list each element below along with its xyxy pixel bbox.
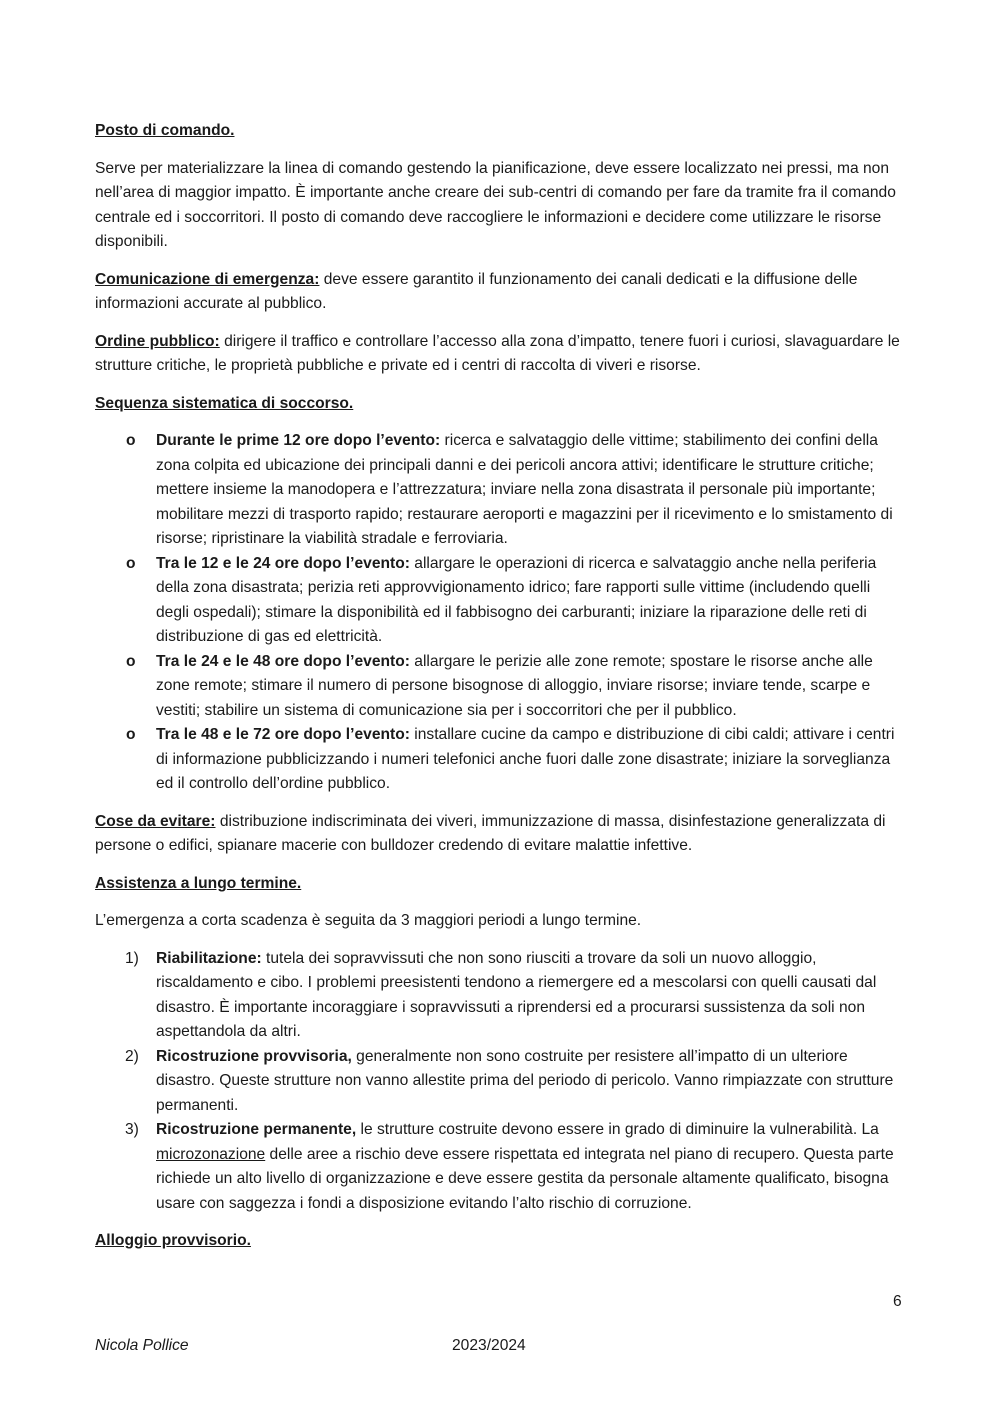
item-label: Riabilitazione:	[156, 949, 262, 967]
bullet-marker: o	[126, 432, 136, 449]
list-item	[95, 429, 907, 552]
periodi-list	[95, 947, 907, 1217]
text-ordine-pubblico: dirigere il traffico e controllare l’accesso alla zona d’impatto, tenere fuori i curiosi, slavaguardare le strutture critiche, le proprietà pubbliche e private ed i centri di raccolta di viveri e risorse.	[95, 332, 900, 374]
item-text: ricerca e salvataggio delle vittime; stabilimento dei confini della zona colpita ed ubicazione dei principali danni e dei pericoli ancora attivi; identificare le strutture critiche; mettere insieme la manodopera e l’attrezzatura; inviare nella zona disastrata il personale più importante; mobilitare mezzi di trasporto rapido; restaurare aeroporti e magazzini per il ricevimento e lo smistamento di risorse; ripristinare la viabilità stradale e ferroviaria.	[156, 432, 893, 547]
label-ordine-pubblico: Ordine pubblico:	[95, 332, 220, 350]
number-marker: 3)	[125, 1121, 139, 1138]
paragraph-cose-da-evitare	[95, 810, 907, 859]
page-content	[95, 119, 907, 1267]
list-item	[95, 947, 907, 1045]
page-number: 6	[893, 1293, 902, 1310]
sequenza-list	[95, 429, 907, 797]
item-label: Tra le 12 e le 24 ore dopo l’evento:	[156, 554, 410, 572]
item-label: Durante le prime 12 ore dopo l’evento:	[156, 432, 441, 449]
list-item	[95, 723, 907, 797]
list-item	[95, 1045, 907, 1119]
list-item	[95, 1118, 907, 1216]
label-cose-da-evitare: Cose da evitare:	[95, 812, 216, 830]
item-label: Tra le 24 e le 48 ore dopo l’evento:	[156, 652, 410, 670]
footer-year: 2023/2024	[452, 1337, 526, 1354]
item-label: Ricostruzione permanente,	[156, 1121, 357, 1138]
list-item	[95, 552, 907, 650]
item-text: installare cucine da campo e distribuzione di cibi caldi; attivare i centri di informazione pubblicizzando i numeri telefonici anche fuori dalle zone disastrate; iniziare la sorveglianza ed il controllo dell’ordine pubblico.	[156, 726, 895, 792]
bullet-marker: o	[126, 554, 136, 572]
paragraph-comunicazione	[95, 268, 907, 317]
paragraph-posto-di-comando: Serve per materializzare la linea di comando gestendo la pianificazione, deve essere localizzato nei pressi, ma non nell’area di maggior impatto. È importante anche creare dei sub-centri di comando per fare da tramite fra il comando centrale ed i soccorritori. Il posto di comando deve raccogliere le informazioni e decidere come utilizzare le risorse disponibili.	[95, 159, 896, 250]
bullet-marker: o	[126, 652, 136, 670]
item-text: allargare le operazioni di ricerca e salvataggio anche nella periferia della zona disastrata; perizia reti approvvigionamento idrico; fare rapporti sulle vittime (includendo quelli degli ospedali); stimare la disponibilità ed il fabbisogno dei carburanti; iniziare la riparazione delle reti di distribuzione di gas ed elettricità.	[156, 554, 877, 645]
number-marker: 1)	[125, 949, 139, 967]
label-comunicazione: Comunicazione di emergenza:	[95, 270, 320, 288]
item-text: allargare le perizie alle zone remote; spostare le risorse anche alle zone remote; stimare il numero di persone bisognose di alloggio, inviare risorse; inviare tende, scarpe e vestiti; stabilire un sistema di comunicazione sia per i soccorritori che per il pubblico.	[156, 652, 873, 719]
number-marker: 2)	[125, 1047, 139, 1065]
text-comunicazione: deve essere garantito il funzionamento dei canali dedicati e la diffusione delle informazioni accurate al pubblico.	[95, 270, 858, 312]
heading-alloggio-provvisorio: Alloggio provvisorio.	[95, 1232, 251, 1249]
link-microzonazione[interactable]: microzonazione	[156, 1145, 266, 1163]
list-item	[95, 650, 907, 724]
item-text: tutela dei sopravvissuti che non sono riusciti a trovare da soli un nuovo alloggio, riscaldamento e cibo. I problemi preesistenti tendono a riemergere ed a mescolarsi con quelli causati dal disastro. È importante incoraggiare i sopravvissuti a riprendersi ed a procurarsi sussistenza da soli non aspettandola da altri.	[156, 949, 877, 1040]
item-label: Tra le 48 e le 72 ore dopo l’evento:	[156, 726, 410, 743]
bullet-marker: o	[126, 726, 136, 743]
item-label: Ricostruzione provvisoria,	[156, 1047, 352, 1065]
paragraph-ordine-pubblico	[95, 330, 907, 379]
item-text: le strutture costruite devono essere in grado di diminuire la vulnerabilità. La	[356, 1121, 879, 1138]
heading-sequenza-soccorso: Sequenza sistematica di soccorso.	[95, 394, 354, 412]
heading-assistenza: Assistenza a lungo termine.	[95, 874, 302, 892]
text-cose-da-evitare: distribuzione indiscriminata dei viveri, immunizzazione di massa, disinfestazione generalizzata di persone o edifici, spianare macerie con bulldozer credendo di evitare malattie infettive.	[95, 812, 886, 854]
item-text-continued: delle aree a rischio deve essere rispettata ed integrata nel piano di recupero. Questa parte richiede un alto livello di organizzazione e deve essere gestita da personale altamente qualificato, bisogna usare con saggezza i fondi a disposizione evitando l’alto rischio di corruzione.	[156, 1145, 894, 1212]
heading-posto-di-comando: Posto di comando.	[95, 122, 235, 139]
item-text: generalmente non sono costruite per resistere all’impatto di un ulteriore disastro. Queste strutture non vanno allestite prima del periodo di pericolo. Vanno rimpiazzate con strutture permanenti.	[156, 1047, 894, 1114]
paragraph-assistenza-intro: L’emergenza a corta scadenza è seguita da 3 maggiori periodi a lungo termine.	[95, 912, 642, 929]
footer-author: Nicola Pollice	[95, 1337, 189, 1354]
